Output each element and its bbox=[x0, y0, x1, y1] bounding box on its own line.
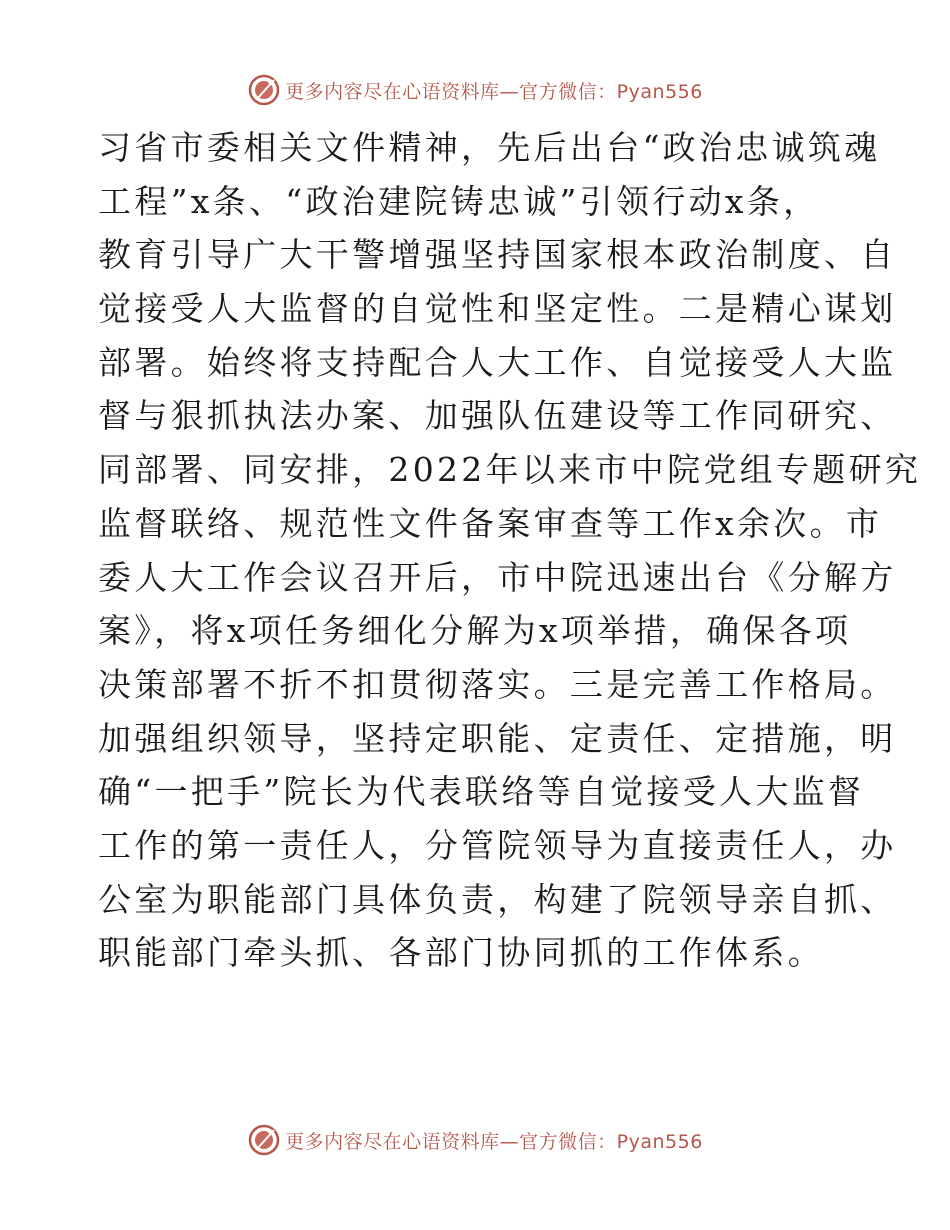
body-line: 加强组织领导，坚持定职能、定责任、定措施，明 bbox=[98, 718, 897, 758]
body-line: 觉接受人大监督的自觉性和坚定性。二是精心谋划 bbox=[98, 289, 897, 329]
body-line: 工作的第一责任人，分管院领导为直接责任人，办 bbox=[98, 825, 897, 865]
footer-banner-text: 更多内容尽在心语资料库—官方微信：Pyan556 bbox=[285, 1130, 703, 1153]
body-line: 公室为职能部门具体负责，构建了院领导亲自抓、 bbox=[98, 879, 897, 919]
body-line: 督与狠抓执法办案、加强队伍建设等工作同研究、 bbox=[98, 396, 897, 436]
header-banner bbox=[0, 70, 950, 110]
footer-banner bbox=[0, 1120, 950, 1160]
body-line: 职能部门牵头抓、各部门协同抓的工作体系。 bbox=[98, 933, 824, 973]
header-banner-text: 更多内容尽在心语资料库—官方微信：Pyan556 bbox=[285, 80, 703, 103]
body-line: 部署。始终将支持配合人大工作、自觉接受人大监 bbox=[98, 342, 897, 382]
body-line: 决策部署不折不扣贯彻落实。三是完善工作格局。 bbox=[98, 664, 897, 704]
body-line: 教育引导广大干警增强坚持国家根本政治制度、自 bbox=[98, 235, 897, 275]
body-line: 工程”x条、“政治建院铸忠诚”引领行动x条， bbox=[98, 181, 820, 221]
quill-seal-icon bbox=[247, 73, 281, 107]
body-line: 案》，将x项任务细化分解为x项举措，确保各项 bbox=[98, 611, 852, 651]
body-line: 确“一把手”院长为代表联络等自觉接受人大监督 bbox=[98, 772, 865, 812]
body-line: 同部署、同安排，2022年以来市中院党组专题研究 bbox=[98, 450, 922, 490]
body-line: 监督联络、规范性文件备案审查等工作x余次。市 bbox=[98, 503, 883, 543]
body-line: 习省市委相关文件精神，先后出台“政治忠诚筑魂 bbox=[98, 128, 881, 167]
document-body bbox=[98, 121, 922, 980]
quill-seal-icon bbox=[247, 1123, 281, 1157]
body-line: 委人大工作会议召开后，市中院迅速出台《分解方 bbox=[98, 557, 897, 597]
